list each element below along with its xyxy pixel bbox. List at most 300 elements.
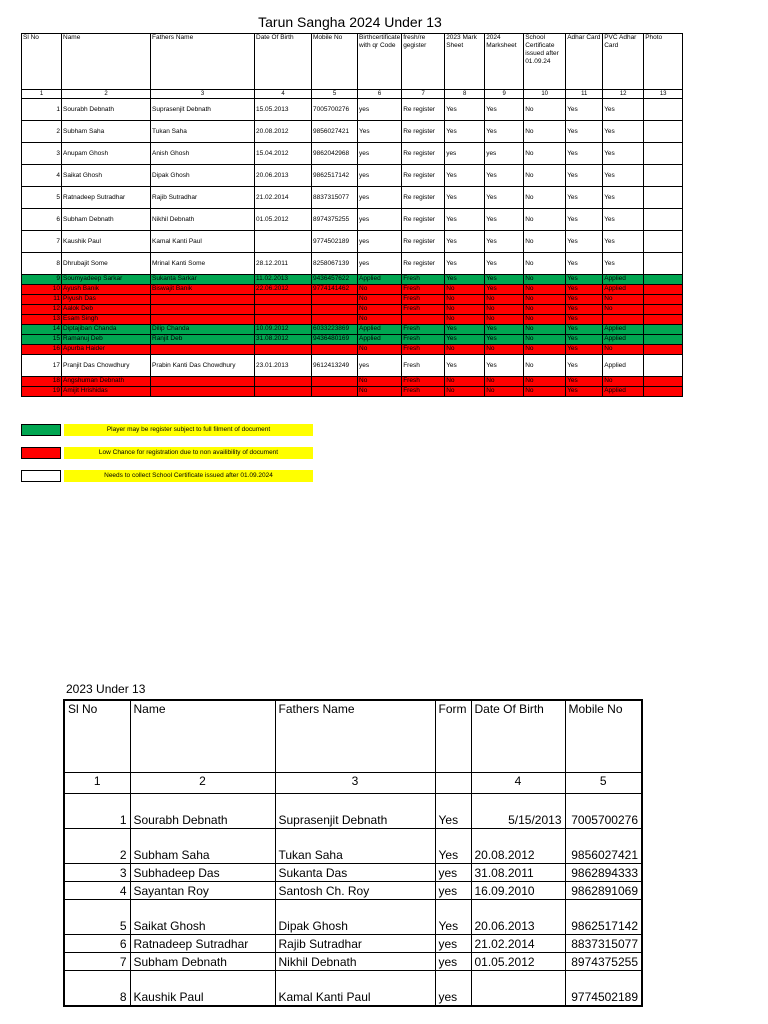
table-cell: 5 <box>22 187 62 209</box>
header-row <box>64 700 642 773</box>
table-cell: Yes <box>445 231 485 253</box>
table-cell: Ratnadeep Sutradhar <box>62 187 151 209</box>
column-number: 6 <box>358 90 402 99</box>
table-row <box>22 387 683 397</box>
table-cell: 20.08.2012 <box>255 121 312 143</box>
table-cell: yes <box>435 882 471 900</box>
table-cell: 9 <box>22 275 62 285</box>
column-number: 2 <box>130 773 275 794</box>
table-cell: Re register <box>402 187 445 209</box>
table-cell <box>644 377 683 387</box>
table-cell: 21.02.2014 <box>471 935 565 953</box>
table-cell: Yes <box>566 325 603 335</box>
column-header: Name <box>62 34 151 90</box>
table-cell: Soumyadeep Sarkar <box>62 275 151 285</box>
table-cell: Yes <box>485 285 524 295</box>
table-cell: 9774502189 <box>565 971 642 1007</box>
table-cell: Yes <box>603 121 644 143</box>
table-cell: 2 <box>64 829 130 864</box>
table-cell: Kaushik Paul <box>62 231 151 253</box>
table-cell: 9862042968 <box>312 143 358 165</box>
table-cell: Yes <box>445 121 485 143</box>
table-cell: 6033223869 <box>312 325 358 335</box>
table-cell: Yes <box>485 99 524 121</box>
table-cell <box>644 305 683 315</box>
table-cell: No <box>485 377 524 387</box>
table-cell: 14 <box>22 325 62 335</box>
table-cell: Applied <box>603 335 644 345</box>
table2-title: 2023 Under 13 <box>66 682 146 696</box>
table-cell: Amijit Hrishidas <box>62 387 151 397</box>
table-cell: Yes <box>566 377 603 387</box>
table-cell: Applied <box>603 325 644 335</box>
column-number: 11 <box>566 90 603 99</box>
column-header: 2024 Marksheet <box>485 34 524 90</box>
table-cell <box>644 209 683 231</box>
table-cell: Yes <box>566 165 603 187</box>
table-cell: Yes <box>435 900 471 935</box>
table-cell: Saikat Ghosh <box>62 165 151 187</box>
table-cell: Yes <box>435 829 471 864</box>
table-cell: Yes <box>603 253 644 275</box>
column-header: Sl No <box>22 34 62 90</box>
legend-white-text: Needs to collect School Certificate issued after 01.09.2024 <box>64 470 313 482</box>
table-row <box>22 209 683 231</box>
table-cell: Yes <box>485 209 524 231</box>
table-cell: Fresh <box>402 345 445 355</box>
table-cell <box>644 99 683 121</box>
table-cell: 9862891069 <box>565 882 642 900</box>
table-cell: Fresh <box>402 335 445 345</box>
table-cell: Applied <box>603 285 644 295</box>
table1-title: Tarun Sangha 2024 Under 13 <box>258 14 442 30</box>
table-cell: No <box>445 295 485 305</box>
table-cell: 11.02.2013 <box>255 275 312 285</box>
table-cell: yes <box>358 99 402 121</box>
table-cell: Yes <box>445 209 485 231</box>
table-row <box>64 935 642 953</box>
table-cell: Yes <box>485 355 524 377</box>
table-cell: Diptajiban Chanda <box>62 325 151 335</box>
table-cell: Esam Singh <box>62 315 151 325</box>
table-cell: yes <box>445 143 485 165</box>
legend-red-swatch <box>21 447 61 459</box>
table-cell: 8837315077 <box>312 187 358 209</box>
table-cell: Fresh <box>402 285 445 295</box>
table-cell: No <box>524 345 566 355</box>
table-cell: 7 <box>64 953 130 971</box>
table-cell: 9862894333 <box>565 864 642 882</box>
legend-red-text: Low Chance for registration due to non availibility of document <box>64 447 313 459</box>
table-cell: 31.08.2012 <box>255 335 312 345</box>
table-cell: Yes <box>603 99 644 121</box>
table-cell: Yes <box>566 315 603 325</box>
table-cell: 16.09.2010 <box>471 882 565 900</box>
legend-red <box>21 447 313 459</box>
table-cell <box>644 355 683 377</box>
table-cell: Subham Debnath <box>62 209 151 231</box>
table-cell: Prabin Kanti Das Chowdhury <box>151 355 255 377</box>
table-cell <box>312 315 358 325</box>
table-cell <box>312 377 358 387</box>
table-cell: Sourabh Debnath <box>130 794 275 829</box>
table-cell: Anupam Ghosh <box>62 143 151 165</box>
table-cell: No <box>445 285 485 295</box>
table-cell: Dipak Ghosh <box>151 165 255 187</box>
table-cell: Yes <box>566 387 603 397</box>
table-row <box>22 325 683 335</box>
table-cell: Applied <box>603 355 644 377</box>
table-cell: 18 <box>22 377 62 387</box>
table-cell: Apurba Haider <box>62 345 151 355</box>
table-cell <box>402 315 445 325</box>
table-cell: 9862517142 <box>565 900 642 935</box>
table-cell: Fresh <box>402 275 445 285</box>
legend-green-text: Player may be register subject to full filment of document <box>64 424 313 436</box>
table-cell: 8 <box>22 253 62 275</box>
table-cell: Fresh <box>402 325 445 335</box>
table-cell: Yes <box>485 325 524 335</box>
table-cell: Kamal Kanti Paul <box>151 231 255 253</box>
table-cell: Yes <box>445 275 485 285</box>
table-cell <box>151 345 255 355</box>
table-cell: 19 <box>22 387 62 397</box>
table-cell: 20.06.2013 <box>471 900 565 935</box>
table-cell: No <box>524 231 566 253</box>
table-cell: Ranjit Deb <box>151 335 255 345</box>
table-cell: 21.02.2014 <box>255 187 312 209</box>
table-cell: Re register <box>402 253 445 275</box>
table-cell: Yes <box>435 794 471 829</box>
table-cell: Yes <box>485 253 524 275</box>
table-cell: 6 <box>64 935 130 953</box>
table-cell: No <box>524 165 566 187</box>
table-cell: Yes <box>566 143 603 165</box>
table-cell: Dilip Chanda <box>151 325 255 335</box>
table-cell: No <box>445 305 485 315</box>
table-cell <box>644 325 683 335</box>
table-cell: Fresh <box>402 377 445 387</box>
table-cell: Yes <box>445 355 485 377</box>
legend-white <box>21 470 313 482</box>
table-cell: Piyush Das <box>62 295 151 305</box>
table-cell: Yes <box>603 165 644 187</box>
table-cell: No <box>524 325 566 335</box>
table-cell: 1 <box>22 99 62 121</box>
table-row <box>64 864 642 882</box>
table-cell: 10.09.2012 <box>255 325 312 335</box>
table-cell: Yes <box>566 253 603 275</box>
table-cell: Sukanta Das <box>275 864 435 882</box>
table-cell: Angshuman Debnath <box>62 377 151 387</box>
table-cell: No <box>445 345 485 355</box>
table-cell: 4 <box>22 165 62 187</box>
table-cell: No <box>524 121 566 143</box>
table-cell: No <box>485 315 524 325</box>
table-cell <box>644 295 683 305</box>
table-cell: No <box>358 295 402 305</box>
registration-table-2023 <box>63 699 643 1007</box>
table-cell: Pranjit Das Chowdhury <box>62 355 151 377</box>
table-cell: Subham Debnath <box>130 953 275 971</box>
column-header: Photo <box>644 34 683 90</box>
table-cell: Tukan Saha <box>151 121 255 143</box>
table-cell <box>644 275 683 285</box>
table-cell: No <box>603 295 644 305</box>
table-cell: 01.05.2012 <box>255 209 312 231</box>
table-cell <box>644 285 683 295</box>
table-cell: Subhadeep Das <box>130 864 275 882</box>
table-cell: 9436457622 <box>312 275 358 285</box>
table-row <box>22 345 683 355</box>
column-header: fresh/re gegister <box>402 34 445 90</box>
column-number: 13 <box>644 90 683 99</box>
table-row <box>22 377 683 387</box>
table-cell: 9612413249 <box>312 355 358 377</box>
table-cell: 28.12.2011 <box>255 253 312 275</box>
table-cell: Yes <box>603 187 644 209</box>
table-cell: Ratnadeep Sutradhar <box>130 935 275 953</box>
table-cell: Yes <box>566 305 603 315</box>
table-cell: No <box>603 345 644 355</box>
table-cell: Ramanuj Deb <box>62 335 151 345</box>
table-cell: Yes <box>603 209 644 231</box>
table-cell: No <box>524 335 566 345</box>
table-cell: 9774141462 <box>312 285 358 295</box>
table-row <box>22 143 683 165</box>
table-cell: Re register <box>402 209 445 231</box>
column-number: 5 <box>312 90 358 99</box>
table-cell <box>151 377 255 387</box>
table-cell: Kaushik Paul <box>130 971 275 1007</box>
table-cell: Yes <box>566 335 603 345</box>
table-cell <box>312 345 358 355</box>
table-cell: 3 <box>64 864 130 882</box>
column-number: 9 <box>485 90 524 99</box>
column-header: Mobile No <box>565 700 642 773</box>
table-cell: No <box>485 387 524 397</box>
table-cell: 9774502189 <box>312 231 358 253</box>
table-cell <box>644 121 683 143</box>
table-cell <box>151 305 255 315</box>
table-cell <box>255 387 312 397</box>
table-cell: No <box>485 295 524 305</box>
column-number: 12 <box>603 90 644 99</box>
table-cell: Yes <box>445 165 485 187</box>
table-cell: Anish Ghosh <box>151 143 255 165</box>
table-cell <box>255 305 312 315</box>
table-cell: Fresh <box>402 387 445 397</box>
table-cell: No <box>524 295 566 305</box>
table-cell: Yes <box>566 231 603 253</box>
table-cell: Sourabh Debnath <box>62 99 151 121</box>
legend-green-swatch <box>21 424 61 436</box>
table-row <box>22 335 683 345</box>
column-number: 1 <box>22 90 62 99</box>
table-cell: No <box>524 305 566 315</box>
table-cell: Yes <box>566 355 603 377</box>
table-cell: Yes <box>485 335 524 345</box>
table-cell: Yes <box>566 345 603 355</box>
table-cell: 7005700276 <box>565 794 642 829</box>
table-cell: 9862517142 <box>312 165 358 187</box>
table-cell: No <box>524 187 566 209</box>
table-cell: No <box>358 305 402 315</box>
table-cell: 7 <box>22 231 62 253</box>
table-cell: Yes <box>485 275 524 285</box>
column-header: Date Of Birth <box>255 34 312 90</box>
table-cell <box>312 305 358 315</box>
table-cell: Yes <box>566 285 603 295</box>
table-cell <box>151 295 255 305</box>
column-header: Adhar Card <box>566 34 603 90</box>
table-cell: Yes <box>485 231 524 253</box>
column-header: Fathers Name <box>275 700 435 773</box>
table-cell: No <box>445 387 485 397</box>
table-cell: 9856027421 <box>312 121 358 143</box>
column-number: 7 <box>402 90 445 99</box>
table-cell: Yes <box>485 187 524 209</box>
table-cell: No <box>524 355 566 377</box>
table-cell: 9856027421 <box>565 829 642 864</box>
table-cell: Yes <box>445 325 485 335</box>
table-row <box>64 900 642 935</box>
column-header: PVC Adhar Card <box>603 34 644 90</box>
table-cell: yes <box>435 935 471 953</box>
table-cell: 5/15/2013 <box>471 794 565 829</box>
table-cell: 7005700276 <box>312 99 358 121</box>
table-cell: Rajib Sutradhar <box>151 187 255 209</box>
column-number: 3 <box>151 90 255 99</box>
table-row <box>64 953 642 971</box>
table-cell: No <box>445 377 485 387</box>
table-cell: Subham Saha <box>130 829 275 864</box>
table-cell: Fresh <box>402 355 445 377</box>
table-cell <box>644 345 683 355</box>
table-cell: yes <box>358 253 402 275</box>
table-cell: yes <box>435 953 471 971</box>
column-header: Sl No <box>64 700 130 773</box>
table-cell: No <box>358 345 402 355</box>
table-cell: 15.05.2013 <box>255 99 312 121</box>
table-cell: Fresh <box>402 305 445 315</box>
table-cell: yes <box>358 143 402 165</box>
table-cell: 31.08.2011 <box>471 864 565 882</box>
table-cell: No <box>524 143 566 165</box>
table-cell: 8974375255 <box>565 953 642 971</box>
table-cell: yes <box>358 165 402 187</box>
table-row <box>22 253 683 275</box>
table-cell: No <box>358 315 402 325</box>
table-cell: 8837315077 <box>565 935 642 953</box>
table-cell: Yes <box>566 209 603 231</box>
table-row <box>64 829 642 864</box>
table-cell: No <box>603 377 644 387</box>
table-cell: Biswajit Banik <box>151 285 255 295</box>
table-cell: 20.06.2013 <box>255 165 312 187</box>
table-cell <box>644 165 683 187</box>
table-row <box>22 275 683 285</box>
table-cell: 16 <box>22 345 62 355</box>
table-cell <box>644 387 683 397</box>
column-number: 3 <box>275 773 435 794</box>
table-cell: Mrinal Kanti Some <box>151 253 255 275</box>
table-cell: No <box>358 285 402 295</box>
table-row <box>22 355 683 377</box>
column-header: Form <box>435 700 471 773</box>
table-row <box>22 187 683 209</box>
table-cell: Dipak Ghosh <box>275 900 435 935</box>
table-cell: Yes <box>445 99 485 121</box>
column-number: 4 <box>471 773 565 794</box>
table-row <box>64 882 642 900</box>
table-row <box>22 99 683 121</box>
table-cell: Tukan Saha <box>275 829 435 864</box>
table-cell: No <box>524 209 566 231</box>
table-row <box>22 315 683 325</box>
table-cell <box>255 377 312 387</box>
table-cell: Re register <box>402 99 445 121</box>
table-cell: Yes <box>566 275 603 285</box>
table-cell <box>255 345 312 355</box>
table-cell: Yes <box>603 143 644 165</box>
table-cell: Suprasenjit Debnath <box>275 794 435 829</box>
table-cell: No <box>524 275 566 285</box>
table-cell: Nikhil Debnath <box>151 209 255 231</box>
table-cell <box>644 315 683 325</box>
table-cell <box>644 231 683 253</box>
table-cell: Yes <box>445 335 485 345</box>
table-cell: 6 <box>22 209 62 231</box>
table-cell: 10 <box>22 285 62 295</box>
table-cell: Yes <box>566 121 603 143</box>
column-header: Name <box>130 700 275 773</box>
table-cell: Yes <box>445 187 485 209</box>
table-cell: Re register <box>402 165 445 187</box>
column-header: Fathers Name <box>151 34 255 90</box>
legend-white-swatch <box>21 470 61 482</box>
table-cell: 20.08.2012 <box>471 829 565 864</box>
column-number: 4 <box>255 90 312 99</box>
table-cell <box>644 187 683 209</box>
table-cell: yes <box>358 355 402 377</box>
column-header: Mobile No <box>312 34 358 90</box>
table-cell: Re register <box>402 231 445 253</box>
table-cell: 2 <box>22 121 62 143</box>
table-cell <box>644 143 683 165</box>
table-cell: yes <box>435 971 471 1007</box>
column-header: Birthcertificate with qr Code <box>358 34 402 90</box>
table-cell: 8 <box>64 971 130 1007</box>
table-cell <box>644 253 683 275</box>
table-cell: 17 <box>22 355 62 377</box>
table-cell: Yes <box>566 187 603 209</box>
column-header: School Certificate issued after 01.09.24 <box>524 34 566 90</box>
table-cell: Yes <box>603 231 644 253</box>
column-number-row <box>64 773 642 794</box>
table-cell: Applied <box>358 275 402 285</box>
table-cell: Sukanta Sarkar <box>151 275 255 285</box>
table-cell: Applied <box>603 275 644 285</box>
table-cell <box>255 315 312 325</box>
table-cell: No <box>524 315 566 325</box>
table-cell: Subham Saha <box>62 121 151 143</box>
table-cell: No <box>485 345 524 355</box>
table-cell <box>255 295 312 305</box>
table-cell: No <box>485 305 524 315</box>
registration-table-2024 <box>21 33 683 397</box>
column-number: 8 <box>445 90 485 99</box>
